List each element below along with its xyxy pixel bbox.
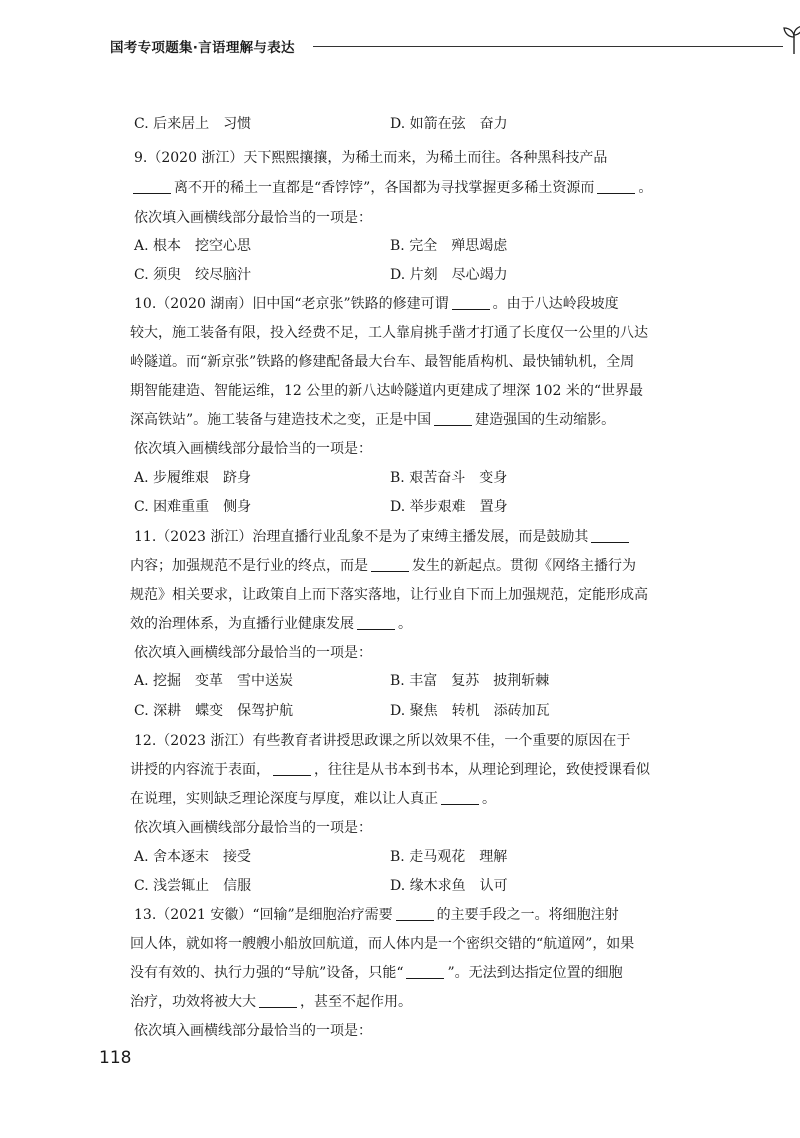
q9-option-a: A. 根本 挖空心思 (134, 238, 252, 254)
q12-prompt: 依次填入画横线部分最恰当的一项是： (134, 820, 372, 836)
q9-option-b: B. 完全 殚思竭虑 (390, 238, 508, 254)
q10-option-b: B. 艰苦奋斗 变身 (390, 470, 508, 486)
q11-prompt: 依次填入画横线部分最恰当的一项是： (134, 645, 372, 661)
q8-option-c: C. 后来居上 习惯 (134, 116, 252, 132)
q13-stem-line-1: 13.（2021 安徽）“回输”是细胞治疗需要 的主要手段之一。将细胞注射 (134, 907, 619, 923)
header-title: 国考专项题集·言语理解与表达 (110, 40, 295, 56)
q12-option-a: A. 舍本逐末 接受 (134, 849, 252, 865)
q12-option-d: D. 缘木求鱼 认可 (390, 878, 508, 894)
q10-stem-line-2: 较大，施工装备有限，投入经费不足，工人靠肩挑手凿才打通了长度仅一公里的八达 (130, 325, 648, 341)
header-rule (313, 46, 783, 47)
q12-option-b: B. 走马观花 理解 (390, 849, 508, 865)
q12-stem-line-1: 12.（2023 浙江）有些教育者讲授思政课之所以效果不佳，一个重要的原因在于 (134, 733, 631, 749)
q12-stem-line-3: 在说理，实则缺乏理论深度与厚度，难以让人真正 。 (130, 791, 496, 807)
q10-stem-line-5: 深高铁站”。施工装备与建造技术之变，正是中国 建造强国的生动缩影。 (130, 412, 616, 428)
q13-prompt: 依次填入画横线部分最恰当的一项是： (134, 1023, 372, 1039)
q8-option-d: D. 如箭在弦 奋力 (390, 116, 508, 132)
q12-stem-line-2: 讲授的内容流于表面， ，往往是从书本到书本，从理论到理论，致使授课看似 (130, 762, 650, 778)
page-header (110, 24, 710, 64)
q9-option-c: C. 须臾 绞尽脑汁 (134, 267, 252, 283)
q12-option-c: C. 浅尝辄止 信服 (134, 878, 252, 894)
sprout-icon (782, 24, 800, 56)
page-number: 118 (99, 1048, 132, 1068)
q11-stem-line-1: 11.（2023 浙江）治理直播行业乱象不是为了束缚主播发展，而是鼓励其 (134, 526, 632, 546)
q11-option-d: D. 聚焦 转机 添砖加瓦 (390, 703, 550, 719)
q10-stem-line-1: 10.（2020 湖南）旧中国“老京张”铁路的修建可谓 。由于八达岭段坡度 (134, 296, 619, 312)
q10-option-c: C. 困难重重 侧身 (134, 499, 252, 515)
blank (597, 192, 635, 194)
blank (259, 1006, 297, 1008)
blank (441, 803, 479, 805)
q13-stem-line-2: 回人体，就如将一艘艘小船放回航道，而人体内是一个密织交错的“航道网”，如果 (130, 936, 635, 952)
q10-option-a: A. 步履维艰 跻身 (134, 470, 252, 486)
q11-option-c: C. 深耕 蝶变 保驾护航 (134, 703, 294, 719)
q11-option-b: B. 丰富 复苏 披荆斩棘 (390, 673, 550, 689)
blank (273, 774, 311, 776)
q10-prompt: 依次填入画横线部分最恰当的一项是： (134, 441, 372, 457)
blank (591, 541, 629, 543)
blank (133, 192, 171, 194)
q10-stem-line-3: 岭隧道。而“新京张”铁路的修建配备最大台车、最智能盾构机、最快铺轨机，全周 (130, 354, 635, 370)
q11-option-a: A. 挖掘 变革 雪中送炭 (134, 673, 294, 689)
q9-stem-line-2: 离不开的稀土一直都是“香饽饽”，各国都为寻找掌握更多稀土资源而 。 (130, 177, 652, 197)
blank (396, 919, 434, 921)
q13-stem-line-3: 没有有效的、执行力强的“导航”设备，只能“ ”。无法到达指定位置的细胞 (130, 965, 623, 981)
blank (371, 570, 409, 572)
q11-stem-line-3: 规范》相关要求，让政策自上而下落实落地，让行业自下而上加强规范，定能形成高 (130, 587, 648, 603)
blank (406, 977, 444, 979)
q13-stem-line-4: 治疗，功效将被大大 ，甚至不起作用。 (130, 994, 412, 1010)
q11-stem-line-4: 效的治理体系，为直播行业健康发展 。 (130, 616, 412, 632)
q9-prompt: 依次填入画横线部分最恰当的一项是： (134, 210, 372, 226)
blank (357, 628, 395, 630)
q11-stem-line-2: 内容；加强规范不是行业的终点，而是 发生的新起点。贯彻《网络主播行为 (130, 558, 636, 574)
q10-option-d: D. 举步艰难 置身 (390, 499, 508, 515)
q10-stem-line-4: 期智能建造、智能运维，12 公里的新八达岭隧道内更建成了埋深 102 米的“世界最 (130, 383, 644, 399)
q9-stem-line-1: 9.（2020 浙江）天下熙熙攘攘，为稀土而来，为稀土而往。各种黑科技产品 (134, 150, 608, 166)
q9-option-d: D. 片刻 尽心竭力 (390, 267, 508, 283)
blank (452, 308, 490, 310)
blank (434, 424, 472, 426)
